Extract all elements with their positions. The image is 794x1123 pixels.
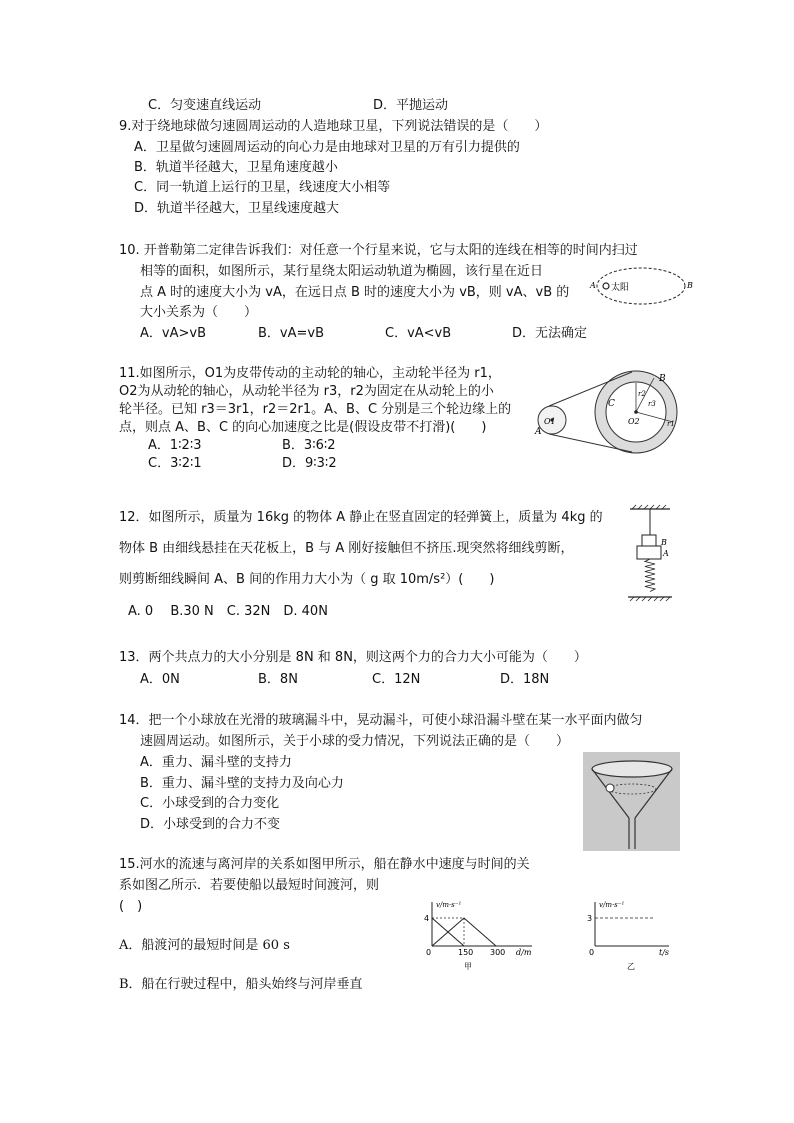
block-b-label: B — [661, 538, 667, 547]
q8-option-d: D．平抛运动 — [373, 98, 449, 113]
q11-line3: 轮半径。已知 r3＝3r1，r2＝2r1。A、B、C 分别是三个轮边缘上的 — [119, 402, 512, 417]
axis-o2-label: O2 — [628, 417, 640, 426]
q10-option-b: B．vA=vB — [258, 326, 325, 341]
q15-option-b: B．船在行驶过程中，船头始终与河岸垂直 — [119, 977, 363, 992]
q12-line2: 物体 B 由细线悬挂在天花板上，B 与 A 刚好接触但不挤压.现突然将细线剪断， — [119, 541, 574, 556]
point-a-label: A — [535, 427, 542, 437]
radius-r1-label: r1 — [667, 420, 675, 428]
point-b-label: B — [687, 281, 693, 290]
q12-spring-blocks-figure — [620, 505, 680, 605]
q9-stem: 9.对于绕地球做匀速圆周运动的人造地球卫星，下列说法错误的是（ ） — [119, 119, 548, 134]
q10-option-d: D．无法确定 — [512, 326, 588, 341]
graph1-xlabel: d/m — [516, 948, 532, 957]
q14-line1: 14．把一个小球放在光滑的玻璃漏斗中，晃动漏斗，可使小球沿漏斗壁在某一水平面内做匀 — [119, 713, 643, 728]
q10-option-c: C．vA<vB — [385, 326, 452, 341]
q11-option-d: D．9∶3∶2 — [282, 456, 337, 471]
q15-graph-jia — [420, 898, 540, 970]
q10-line4: 大小关系为（ ） — [140, 305, 258, 320]
sun-label: 太阳 — [611, 283, 630, 293]
ball-icon — [606, 784, 614, 792]
q11-line4: 点，则点 A、B、C 的向心加速度之比是(假设皮带不打滑)( ) — [119, 420, 487, 435]
q13-option-a: A．0N — [140, 672, 180, 687]
block-a-label: A — [663, 549, 669, 558]
q10-line2: 相等的面积，如图所示，某行星绕太阳运动轨道为椭圆，该行星在近日 — [140, 264, 544, 279]
graph2-caption: 乙 — [627, 962, 635, 971]
q14-option-a: A．重力、漏斗壁的支持力 — [140, 755, 292, 770]
q10-line3: 点 A 时的速度大小为 vA，在远日点 B 时的速度大小为 vB，则 vA、vB 的 — [140, 285, 570, 300]
q15-line2: 系如图乙所示．若要使船以最短时间渡河，则 — [119, 878, 380, 893]
point-c-label: C — [608, 399, 615, 409]
sun-icon — [603, 283, 609, 289]
q9-option-c: C．同一轨道上运行的卫星，线速度大小相等 — [134, 180, 391, 195]
graph1-origin: 0 — [426, 948, 432, 957]
graph2-ylabel: v/m·s⁻¹ — [599, 901, 625, 909]
q15-graph-yi — [585, 898, 675, 970]
q13-option-c: C．12N — [372, 672, 421, 687]
q11-line2: O2为从动轮的轴心，从动轮半径为 r3，r2为固定在从动轮上的小 — [119, 384, 494, 399]
graph2-y3: 3 — [587, 914, 593, 923]
graph1-caption: 甲 — [464, 962, 472, 971]
q10-line1: 10. 开普勒第二定律告诉我们：对任意一个行星来说，它与太阳的连线在相等的时间内扫过 — [119, 243, 638, 258]
q12-line1: 12．如图所示，质量为 16kg 的物体 A 静止在竖直固定的轻弹簧上，质量为 4kg 的 — [119, 510, 603, 525]
q13-option-d: D．18N — [500, 672, 550, 687]
q11-line1: 11.如图所示，O1为皮带传动的主动轮的轴心，主动轮半径为 r1， — [119, 366, 501, 381]
graph1-y4: 4 — [424, 914, 430, 923]
graph1-x300: 300 — [490, 948, 506, 957]
radius-r3-label: r3 — [648, 400, 656, 408]
q8-option-c: C．匀变速直线运动 — [148, 98, 262, 113]
q13-stem: 13．两个共点力的大小分别是 8N 和 8N，则这两个力的合力大小可能为（ ） — [119, 650, 587, 665]
point-b-label: B — [659, 374, 666, 384]
q11-option-b: B．3∶6∶2 — [282, 438, 336, 453]
q10-ellipse-orbit-figure — [588, 263, 698, 309]
q14-line2: 速圆周运动。如图所示，关于小球的受力情况，下列说法正确的是（ ） — [140, 734, 570, 749]
q15-line3: ( ) — [119, 899, 143, 914]
q11-belt-drive-figure — [532, 366, 682, 456]
axis-o1-label: O1 — [544, 417, 556, 426]
q10-option-a: A．vA>vB — [140, 326, 206, 341]
q11-option-a: A．1∶2∶3 — [148, 438, 202, 453]
radius-r2-label: r2 — [638, 390, 646, 398]
q9-option-d: D．轨道半径越大，卫星线速度越大 — [134, 201, 340, 216]
q13-option-b: B．8N — [258, 672, 298, 687]
q9-option-a: A．卫星做匀速圆周运动的向心力是由地球对卫星的万有引力提供的 — [134, 140, 520, 155]
q12-options: A. 0 B.30 N C. 32N D. 40N — [128, 604, 328, 619]
graph1-x150: 150 — [458, 948, 474, 957]
graph2-origin: 0 — [589, 948, 595, 957]
q9-option-b: B．轨道半径越大，卫星角速度越小 — [134, 160, 338, 175]
q14-funnel-photo — [583, 752, 680, 851]
q12-line3: 则剪断细线瞬间 A、B 间的作用力大小为（ g 取 10m/s²）( ) — [119, 572, 495, 587]
graph2-xlabel: t/s — [659, 948, 670, 957]
q14-option-b: B．重力、漏斗壁的支持力及向心力 — [140, 776, 344, 791]
q14-option-c: C．小球受到的合力变化 — [140, 796, 280, 811]
q14-option-d: D．小球受到的合力不变 — [140, 817, 281, 832]
graph1-ylabel: v/m·s⁻¹ — [436, 901, 462, 909]
point-a-label: A — [590, 281, 596, 290]
q15-option-a: A．船渡河的最短时间是 60 s — [119, 938, 290, 953]
q11-option-c: C．3∶2∶1 — [148, 456, 202, 471]
q15-line1: 15.河水的流速与离河岸的关系如图甲所示，船在静水中速度与时间的关 — [119, 857, 530, 872]
